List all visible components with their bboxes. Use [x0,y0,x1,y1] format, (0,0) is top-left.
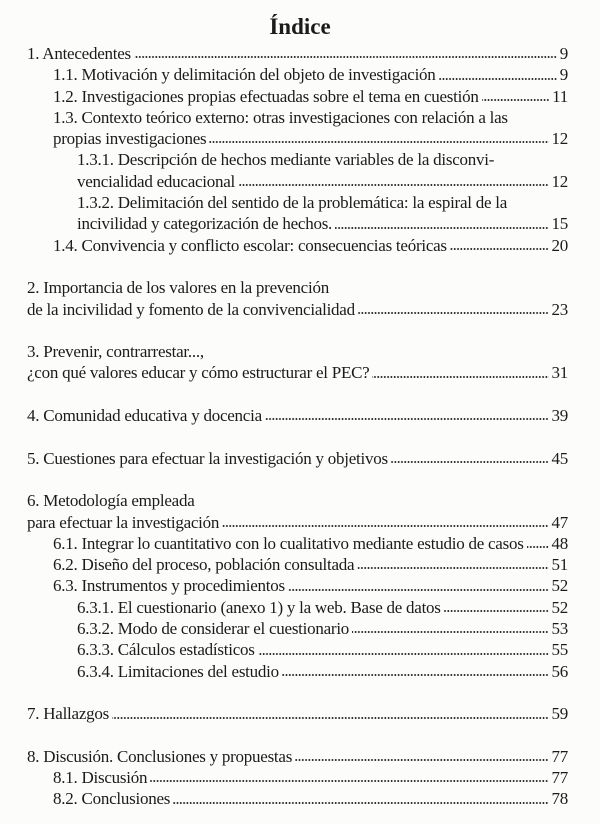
toc-entry-line [27,341,568,362]
toc-entry[interactable] [27,490,568,533]
toc-entry[interactable] [27,575,568,596]
toc-entry[interactable] [27,703,568,724]
toc-entry-line [27,746,568,767]
toc-page-number: 55 [551,640,568,660]
dot-leader [265,417,549,421]
toc-entry[interactable] [27,448,568,469]
toc-entry-line [27,235,568,256]
toc-entry-title: incivilidad y categorización de hechos. [77,214,333,234]
toc-page-number: 56 [551,661,568,681]
toc-entry[interactable] [27,107,568,150]
toc-entry-line [27,64,568,85]
toc-entry[interactable] [27,597,568,618]
toc-entry-line [27,171,568,192]
dot-leader [238,183,548,187]
dot-leader [258,652,549,656]
toc-entry-line [27,448,568,469]
toc-entry-line [27,618,568,639]
dot-leader [150,779,548,783]
toc-entry-title: 6.3.3. Cálculos estadísticos [77,640,255,660]
toc-page-number: 77 [551,746,568,766]
dot-leader [112,716,549,720]
toc-entry[interactable] [27,618,568,639]
toc-entry-line [27,639,568,660]
toc-entry-line [27,86,568,107]
toc-page-number: 52 [551,597,568,617]
dot-leader [282,673,549,677]
dot-leader [222,524,548,528]
toc-entry-line [27,703,568,724]
dot-leader [450,247,549,251]
toc-entry-title: 8.2. Conclusiones [53,789,171,809]
toc-entry-line [27,277,568,298]
toc-entry-title: 6.3.1. El cuestionario (anexo 1) y la web. Base de datos [77,597,441,617]
dot-leader [439,77,557,81]
toc-entry[interactable] [27,235,568,256]
toc-entry-title: para efectuar la investigación [27,512,220,532]
toc-entry[interactable] [27,64,568,85]
dot-leader [372,375,548,379]
toc-entry[interactable] [27,639,568,660]
dot-leader [209,140,548,144]
toc-entry[interactable] [27,788,568,809]
page-title: Índice [269,14,331,39]
toc-entry-title: 1.3.2. Delimitación del sentido de la problemática: la espiral de la [77,193,508,213]
toc-entry-title: 8. Discusión. Conclusiones y propuestas [27,746,293,766]
toc-entry-title: 6.3.2. Modo de considerar el cuestionario [77,619,350,639]
toc-entry-title: ¿con qué valores educar y cómo estructurar el PEC? [27,363,370,383]
toc-page-number: 23 [551,299,568,319]
toc-entry[interactable] [27,192,568,235]
toc-entry-title: 1.3.1. Descripción de hechos mediante variables de la disconvi- [77,150,495,170]
dot-leader [444,609,549,613]
toc-entry-title: 1.2. Investigaciones propias efectuadas sobre el tema en cuestión [53,86,479,106]
toc-page-number: 12 [551,129,568,149]
dot-leader [134,55,557,59]
toc-entry[interactable] [27,554,568,575]
toc-entry-title: de la incivilidad y fomento de la convivencialidad [27,299,355,319]
toc-entry[interactable] [27,746,568,767]
toc-section [27,43,568,256]
dot-leader [295,758,548,762]
toc-page-number: 45 [551,448,568,468]
toc-entry-line [27,405,568,426]
toc-entry-title: propias investigaciones [53,129,207,149]
toc-entry-title: 5. Cuestiones para efectuar la investigación y objetivos [27,448,388,468]
toc-page-number: 11 [552,86,568,106]
toc-entry[interactable] [27,661,568,682]
toc-page-number: 15 [551,214,568,234]
toc-page-number: 9 [559,65,568,85]
toc-page-number: 31 [551,363,568,383]
toc-page-number: 48 [551,533,568,553]
toc-entry-line [27,490,568,511]
toc-page-number: 39 [551,406,568,426]
toc-section [27,703,568,724]
toc-entry[interactable] [27,149,568,192]
toc-section [27,746,568,810]
toc-entry-line [27,661,568,682]
toc-entry[interactable] [27,405,568,426]
toc-entry[interactable] [27,767,568,788]
table-of-contents [27,43,568,810]
toc-page-number: 59 [551,704,568,724]
dot-leader [527,545,549,549]
toc-page-number: 47 [551,512,568,532]
toc-entry-title: 6.3.4. Limitaciones del estudio [77,661,279,681]
toc-entry[interactable] [27,86,568,107]
toc-entry-line [27,554,568,575]
toc-entry-title: 3. Prevenir, contrarrestar..., [27,342,204,362]
toc-entry-title: 7. Hallazgos [27,704,109,724]
toc-page-number: 51 [551,555,568,575]
toc-section [27,448,568,469]
toc-entry-title: 1.1. Motivación y delimitación del objeto de investigación [53,65,436,85]
dot-leader [358,311,549,315]
toc-entry-line [27,512,568,533]
toc-page-number: 12 [551,171,568,191]
toc-section [27,341,568,384]
toc-page-number: 77 [551,768,568,788]
toc-entry-title: 2. Importancia de los valores en la prevención [27,278,329,298]
toc-page-number: 20 [551,235,568,255]
toc-entry-title: 1. Antecedentes [27,44,131,63]
toc-entry-title: 6.3. Instrumentos y procedimientos [53,576,285,596]
toc-entry-title: 1.3. Contexto teórico externo: otras investigaciones con relación a las [53,107,508,127]
dot-leader [482,98,550,102]
toc-entry-line [27,299,568,320]
toc-entry-line [27,149,568,170]
toc-entry-line [27,533,568,554]
toc-entry[interactable] [27,43,568,64]
dot-leader [357,566,548,570]
dot-leader [391,460,549,464]
toc-entry-line [27,362,568,383]
toc-entry-line [27,192,568,213]
toc-section [27,405,568,426]
toc-entry-title: 1.4. Convivencia y conflicto escolar: consecuencias teóricas [53,235,447,255]
toc-page-number: 52 [551,576,568,596]
dot-leader [288,588,549,592]
toc-entry-title: vencialidad educacional [77,171,236,191]
toc-entry-line [27,43,568,64]
toc-page-number: 9 [559,44,568,63]
toc-entry-line [27,575,568,596]
toc-section [27,277,568,320]
toc-entry[interactable] [27,277,568,320]
toc-entry-title: 6. Metodología empleada [27,491,195,511]
toc-section [27,490,568,682]
toc-entry-title: 6.1. Integrar lo cuantitativo con lo cualitativo mediante estudio de casos [53,533,524,553]
toc-entry[interactable] [27,533,568,554]
toc-entry-line [27,213,568,234]
dot-leader [352,630,548,634]
toc-entry[interactable] [27,341,568,384]
dot-leader [173,801,548,805]
toc-entry-line [27,107,568,128]
toc-entry-line [27,767,568,788]
toc-entry-line [27,597,568,618]
toc-page-number: 78 [551,789,568,809]
toc-entry-line [27,128,568,149]
toc-entry-title: 8.1. Discusión [53,768,148,788]
dot-leader [335,226,548,230]
toc-page-number: 53 [551,619,568,639]
toc-entry-title: 4. Comunidad educativa y docencia [27,406,262,426]
toc-entry-title: 6.2. Diseño del proceso, población consultada [53,555,355,575]
toc-entry-line [27,788,568,809]
